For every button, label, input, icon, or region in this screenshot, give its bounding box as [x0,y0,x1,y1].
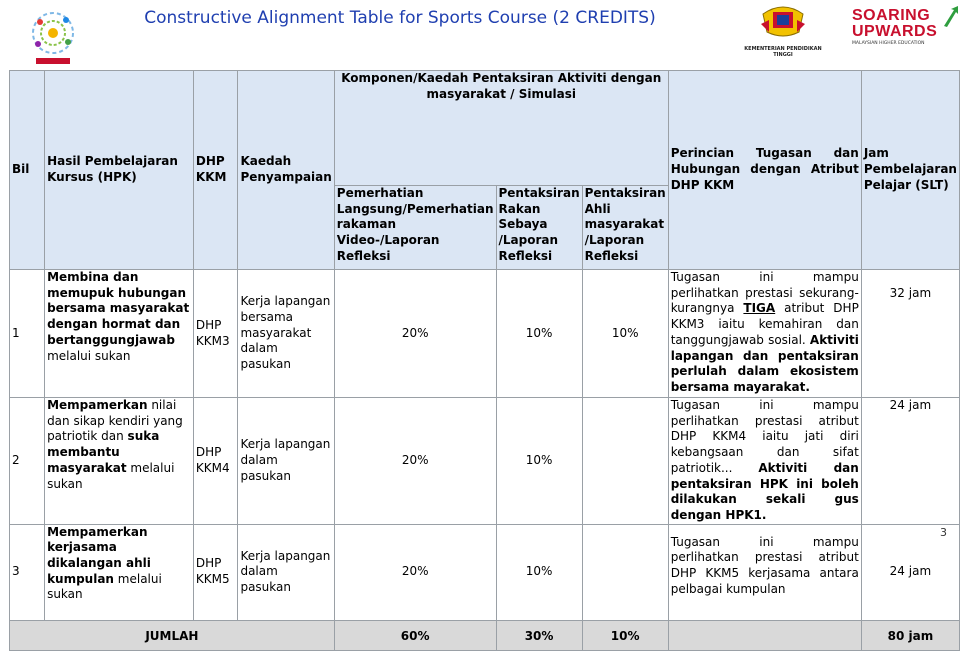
total-pemerhatian: 60% [334,620,496,650]
header-komponen: Komponen/Kaedah Pentaksiran Aktiviti dengan masyarakat / Simulasi [334,71,668,186]
brand-line-2: UPWARDS [852,23,938,40]
page-title: Constructive Alignment Table for Sports Course (2 CREDITS) [144,8,656,28]
header-perincian: Perincian Tugasan dan Hubungan dengan Atribut DHP KKM [668,71,861,270]
total-row [10,620,960,650]
header-hpk: Hasil Pembelajaran Kursus (HPK) [45,71,194,270]
hpk-text-bold: Mempamerkan kerjasama dikalangan ahli kumpulan [47,524,151,586]
hpk-cell [45,398,194,525]
row-number: 1 [10,270,45,398]
dhp-cell: DHP KKM4 [193,398,238,525]
ahli-cell [582,524,668,620]
dhp-cell: DHP KKM3 [193,270,238,398]
table-row [10,398,960,525]
pemerhatian-cell: 20% [334,524,496,620]
total-perincian [668,620,861,650]
total-jam: 80 jam [861,620,959,650]
soaring-upwards-logo [842,6,960,54]
pemerhatian-cell: 20% [334,398,496,525]
perincian-cell [668,398,861,525]
perincian-text: Tugasan ini mampu perlihatkan prestasi sekurang-kurangnya [670,270,859,316]
hpk-text-bold: Mempamerkan [47,398,148,412]
ministry-crest [738,2,828,58]
perincian-text-bold: Aktiviti dan pentaksiran HPK ini boleh dilakukan sekali gus dengan HPK1. [670,460,859,522]
ahli-cell: 10% [582,270,668,398]
table-row [10,270,960,398]
jam-cell: 24 jam [861,524,959,620]
rakan-cell: 10% [496,270,582,398]
hpk-cell [45,524,194,620]
header-bil: Bil [10,71,45,270]
row-number: 2 [10,398,45,525]
kaedah-cell: Kerja lapangan bersama masyarakat dalam pasukan [238,270,334,398]
hpk-text: nilai dan sikap kendiri yang patriotik dan [47,398,183,444]
brand-line-1: SOARING [852,7,931,24]
ahli-cell [582,398,668,525]
header-ahli: Pentaksiran Ahli masyarakat /Laporan Refleksi [582,186,668,270]
perincian-text: atribut DHP KKM3 iaitu kemahiran dan tanggungjawab sosial. [670,301,859,347]
jam-cell: 32 jam [861,270,959,398]
hpk-text-bold: Membina dan memupuk hubungan bersama masyarakat dengan hormat dan bertanggungjawab [47,270,190,347]
header-kaedah: Kaedah Penyampaian [238,71,334,270]
kaedah-cell: Kerja lapangan dalam pasukan [238,398,334,525]
perincian-tiga: TIGA [743,301,776,316]
perincian-text: Tugasan ini mampu perlihatkan prestasi atribut DHP KKM4 iaitu jati diri kebangsaan dan sifat patriotik... [670,398,859,475]
hpk-text: melalui sukan [47,460,175,491]
perincian-text-bold: Aktiviti lapangan dan pentaksiran perlulah dalam ekosistem bersama mayarakat. [670,332,859,394]
hpk-text: melalui sukan [47,348,131,363]
brand-tagline: MALAYSIAN HIGHER EDUCATION [852,41,925,46]
rakan-cell: 10% [496,398,582,525]
perincian-cell: Tugasan ini mampu perlihatkan prestasi atribut DHP KKM5 kerjasama antara pelbagai kumpulan [668,524,861,620]
pemerhatian-cell: 20% [334,270,496,398]
header-pemerhatian: Pemerhatian Langsung/Pemerhatian rakaman Video-/Laporan Refleksi [334,186,496,270]
alignment-table [9,70,960,651]
jam-cell: 24 jam [861,398,959,525]
header-jam: Jam Pembelajaran Pelajar (SLT) [861,71,959,270]
total-rakan: 30% [496,620,582,650]
ministry-caption: KEMENTERIAN PENDIDIKAN TINGGI [744,46,822,58]
course-logo [28,8,78,66]
row-number: 3 [10,524,45,620]
header-row [10,71,960,186]
kaedah-cell: Kerja lapangan dalam pasukan [238,524,334,620]
arrow-up-icon [942,6,960,28]
hpk-text-bold: suka membantu masyarakat [47,429,160,475]
dhp-cell: DHP KKM5 [193,524,238,620]
table-row [10,524,960,620]
rakan-cell: 10% [496,524,582,620]
hpk-text: melalui sukan [47,571,162,602]
header-dhp: DHP KKM [193,71,238,270]
hpk-cell [45,270,194,398]
perincian-cell [668,270,861,398]
header-rakan: Pentaksiran Rakan Sebaya /Laporan Refleksi [496,186,582,270]
total-ahli: 10% [582,620,668,650]
total-label: JUMLAH [10,620,335,650]
page-number: 3 [940,526,947,539]
